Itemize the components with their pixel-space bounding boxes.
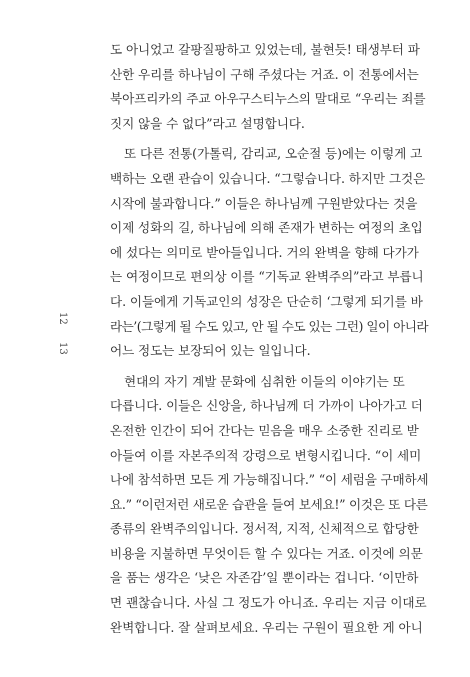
text-line: 온전한 인간이 되어 간다는 믿음을 매우 소중한 진리로 받 (110, 422, 419, 438)
text-line: 도 아니었고 갈팡질팡하고 있었는데, 불현듯! 태생부터 파 (110, 42, 420, 57)
text-line: 또 다른 전통(가톨릭, 감리교, 오순절 등)에는 이렇게 고 (124, 146, 423, 162)
text-line: 짓지 않을 수 없다”라고 설명합니다. (110, 115, 305, 131)
text-line: 완벽합니다. 잘 살펴보세요. 우리는 구원이 필요한 게 아니 (110, 619, 423, 635)
text-line: 비용을 지불하면 무엇이든 할 수 있다는 거죠. 이것에 의문 (110, 545, 423, 561)
text-line: 시작에 불과합니다.” 이들은 하나님께 구원받았다는 것을 (110, 195, 418, 211)
text-line: 는 여정이므로 편의상 이를 “기독교 완벽주의”라고 부릅니 (110, 269, 424, 285)
text-line: 현대의 자기 계발 문화에 심취한 이들의 이야기는 또 (124, 373, 405, 389)
body-text (110, 38, 428, 640)
text-line: 북아프리카의 주교 아우구스티누스의 말대로 “우리는 죄를 (110, 91, 426, 107)
text-line: 종류의 완벽주의입니다. 정서적, 지적, 신체적으로 합당한 (110, 521, 419, 537)
text-line: 백하는 오랜 관습이 있습니다. “그렇습니다. 하지만 그것은 (110, 170, 426, 186)
text-line: 아들여 이를 자본주의적 강령으로 변형시킵니다. “이 세미 (110, 447, 422, 463)
page-number-left: 12 (57, 312, 68, 325)
text-line: 다릅니다. 이들은 신앙을, 하나님께 더 가까이 나아가고 더 (110, 398, 423, 414)
text-line: 요.” “이런저런 새로운 습관을 들여 보세요!” 이것은 또 다른 (110, 496, 428, 512)
text-line: 나에 참석하면 모든 게 가능해집니다.” “이 세럼을 구매하세 (110, 472, 429, 488)
text-line: 을 품는 생각은 ‘낮은 자존감’일 뿐이라는 겁니다. ‘이만하 (110, 570, 419, 586)
text-line: 면 괜찮습니다. 사실 그 정도가 아니죠. 우리는 지금 이대로 (110, 595, 427, 611)
text-line: 라는’(그렇게 될 수도 있고, 안 될 수도 있는 그런) 일이 아니라 (110, 318, 428, 334)
text-line: 어느 정도는 보장되어 있는 일입니다. (110, 343, 311, 359)
page-number-right: 13 (57, 342, 68, 355)
text-line: 이제 성화의 길, 하나님에 의해 존재가 변하는 여정의 초입 (110, 220, 423, 236)
text-line: 다. 이들에게 기독교인의 성장은 단순히 ‘그렇게 되기를 바 (110, 293, 423, 309)
text-line: 산한 우리를 하나님이 구해 주셨다는 거죠. 이 전통에서는 (110, 66, 419, 82)
text-line: 에 섰다는 의미로 받아들입니다. 거의 완벽을 향해 다가가 (110, 244, 419, 260)
